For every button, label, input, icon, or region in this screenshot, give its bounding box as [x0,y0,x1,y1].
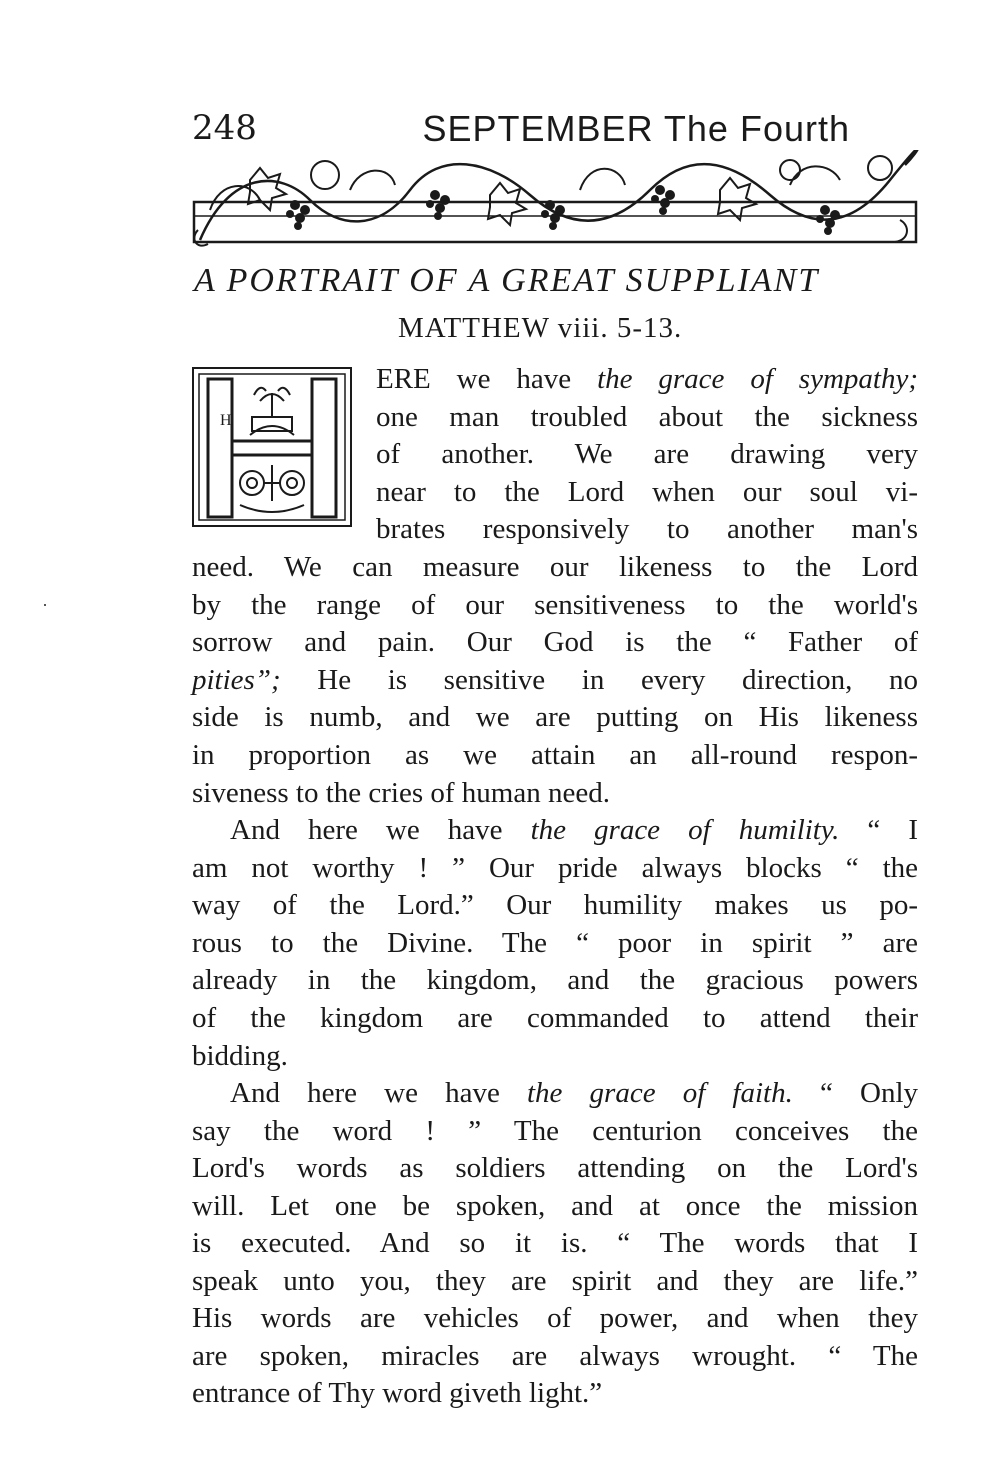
text-line: is executed. And so it is. “ The words that I [192,1227,918,1259]
scripture-reference: MATTHEW viii. 5-13. [398,312,683,344]
text-line: sorrow and pain. Our God is the “ Father of [192,626,918,659]
text-line: will. Let one be spoken, and at once the mission [192,1189,918,1222]
text-line: ERE we have the grace of sympathy; [376,363,918,395]
text-line: entrance of Thy word giveth light.” [192,1377,603,1410]
paragraph-1-full [192,549,918,812]
text-line: siveness to the cries of human need. [192,776,610,809]
text-line: pities”; He is sensitive in every direction, no [192,663,918,696]
grapevine-headpiece-icon [190,150,920,250]
text-line: are spoken, miracles are always wrought. “ The [192,1339,918,1372]
text-line: am not worthy ! ” Our pride always blocks “ the [192,851,918,884]
illuminated-letter-h-icon [190,365,354,529]
text-line: by the range of our sensitiveness to the world's [192,588,918,621]
text-line: way of the Lord.” Our humility makes us po- [192,889,918,922]
text-line: brates responsively to another man's [376,513,918,546]
text-line: of another. We are drawing very [376,438,918,471]
text-line: Lord's words as soldiers attending on the Lord's [192,1152,918,1185]
text-line: one man troubled about the sickness [376,400,918,433]
text-line: need. We can measure our likeness to the Lord [192,551,918,583]
text-line: near to the Lord when our soul vi- [376,475,918,508]
text-line: speak unto you, they are spirit and they are life.” [192,1264,918,1297]
text-line: bidding. [192,1039,288,1072]
paragraph-3-continued [192,1225,918,1413]
page-number: 248 [192,108,257,148]
paragraph-3 [192,1075,918,1225]
svg-text:H: H [220,412,232,429]
paragraph-2 [192,812,918,1075]
text-line: say the word ! ” The centurion conceives the [192,1114,918,1147]
paragraph-1-wrapped [376,361,918,549]
text-line: And here we have the grace of faith. “ Only [230,1077,919,1109]
scan-speck [44,604,46,606]
text-line: rous to the Divine. The “ poor in spirit ” are [192,926,918,959]
text-line: already in the kingdom, and the gracious powers [192,964,918,997]
text-line: of the kingdom are commanded to attend their [192,1001,918,1034]
text-line: His words are vehicles of power, and when they [192,1302,918,1335]
page-header [192,108,912,154]
chapter-title: A PORTRAIT OF A GREAT SUPPLIANT [194,262,820,299]
text-line: And here we have the grace of humility. “ I [230,814,918,846]
text-line: side is numb, and we are putting on His likeness [192,701,918,734]
running-title: SEPTEMBER The Fourth [422,108,850,149]
text-line: in proportion as we attain an all-round respon- [192,738,918,771]
